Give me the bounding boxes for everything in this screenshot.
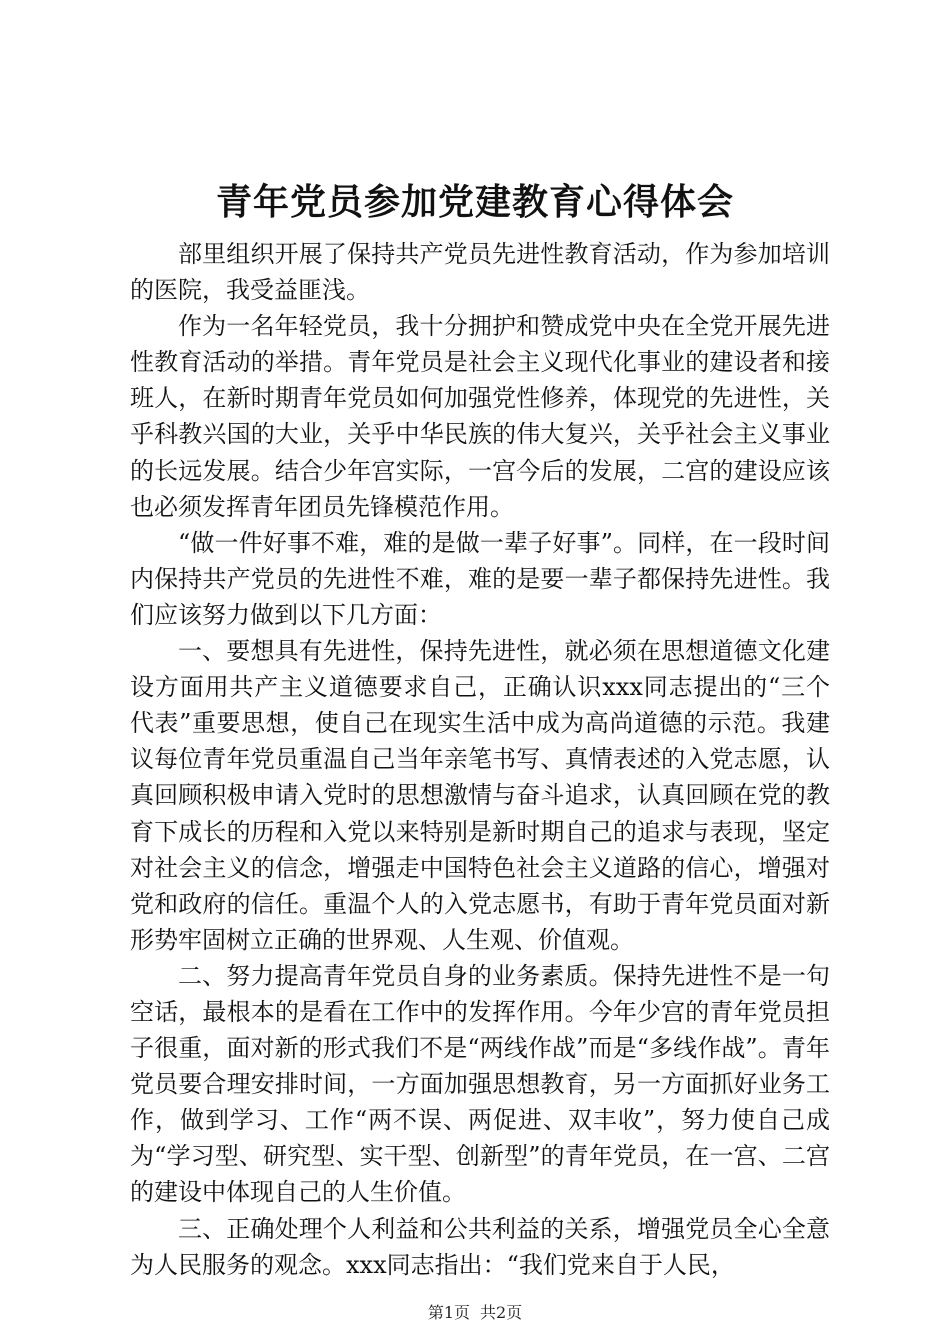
document-title: 青年党员参加党建教育心得体会 [215, 181, 734, 223]
paragraph-point-one: 一、要想具有先进性，保持先进性，就必须在思想道德文化建设方面用共产主义道德要求自己，正确认识xxx同志提出的“三个代表”重要思想，使自己在现实生活中成为高尚道德的示范。我建议每位青年党员重温自己当年亲笔书写、真情表述的入党志愿，认真回顾积极申请入党时的思想激情与奋斗追求，认真回顾在党的教育下成长的历程和入党以来特别是新时期自己的追求与表现，坚定对社会主义的信念，增强走中国特色社会主义道路的信心，增强对党和政府的信任。重温个人的入党志愿书，有助于青年党员面对新形势牢固树立正确的世界观、人生观、价值观。 [130, 637, 830, 954]
paragraph-good-deeds: “做一件好事不难，难的是做一辈子好事”。同样，在一段时间内保持共产党员的先进性不难，难的是要一辈子都保持先进性。我们应该努力做到以下几方面： [130, 528, 830, 629]
document-body [130, 236, 830, 1283]
paragraph-intro: 部里组织开展了保持共产党员先进性教育活动，作为参加培训的医院，我受益匪浅。 [130, 240, 830, 305]
page-total: 共2页 [480, 1303, 523, 1322]
page-footer [0, 1302, 950, 1324]
paragraph-point-two: 二、努力提高青年党员自身的业务素质。保持先进性不是一句空话，最根本的是看在工作中的发挥作用。今年少宫的青年党员担子很重，面对新的形式我们不是“两线作战”而是“多线作战”。青年党员要合理安排时间，一方面加强思想教育，另一方面抓好业务工作，做到学习、工作“两不误、两促进、双丰收”，努力使自己成为“学习型、研究型、实干型、创新型”的青年党员，在一宫、二宫的建设中体现自己的人生价值。 [130, 961, 830, 1207]
paragraph-point-three: 三、正确处理个人利益和公共利益的关系，增强党员全心全意为人民服务的观念。xxx同志指出：“我们党来自于人民， [130, 1214, 830, 1279]
paragraph-young-member: 作为一名年轻党员，我十分拥护和赞成党中央在全党开展先进性教育活动的举措。青年党员是社会主义现代化事业的建设者和接班人，在新时期青年党员如何加强党性修养，体现党的先进性，关乎科教兴国的大业，关乎中华民族的伟大复兴，关乎社会主义事业的长远发展。结合少年宫实际，一宫今后的发展，二宫的建设应该也必须发挥青年团员先锋模范作用。 [130, 312, 830, 521]
page-number: 第1页 [427, 1303, 470, 1322]
